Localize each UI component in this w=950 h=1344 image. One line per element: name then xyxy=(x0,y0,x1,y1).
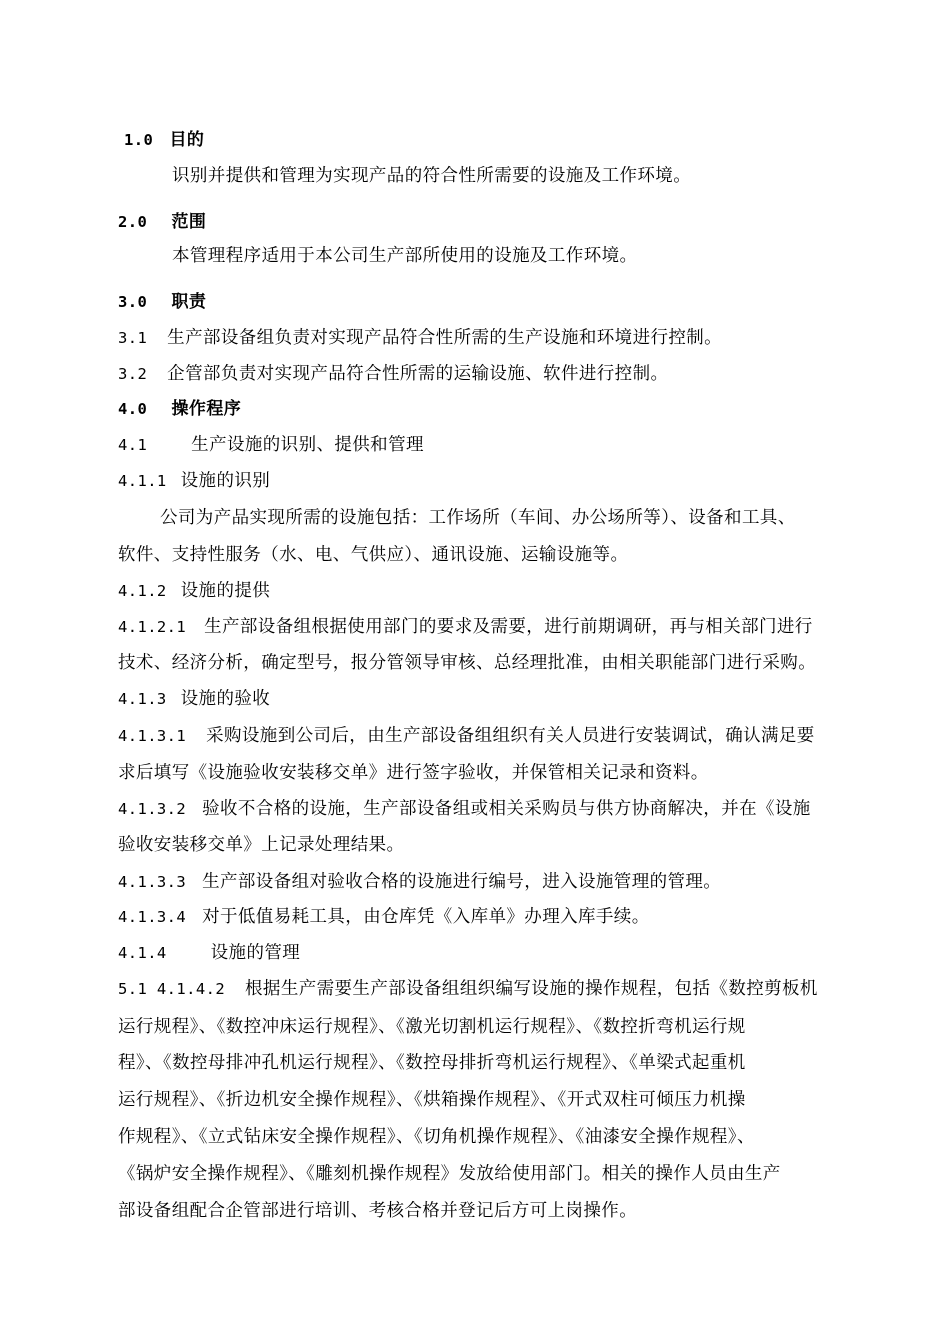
paragraph-line: 验收安装移交单》上记录处理结果。 xyxy=(118,835,405,855)
clause-number: 4.1.3.1 xyxy=(118,727,187,745)
clause-3-2 xyxy=(118,362,668,386)
paragraph-line: 软件、支持性服务（水、电、气供应）、通讯设施、运输设施等。 xyxy=(118,545,629,565)
paragraph-line: 公司为产品实现所需的设施包括：工作场所（车间、办公场所等）、设备和工具、 xyxy=(160,508,796,528)
clause-number: 4.1.3.4 xyxy=(118,908,187,926)
clause-4-1-4-2 xyxy=(118,977,818,1001)
scope-text: 本管理程序适用于本公司生产部所使用的设施及工作环境。 xyxy=(172,246,638,266)
clause-text: 设施的验收 xyxy=(180,689,271,709)
clause-4-1-3-2 xyxy=(118,797,811,821)
section-heading-scope xyxy=(118,210,206,234)
section-title: 操作程序 xyxy=(171,399,242,419)
paragraph-line: 求后填写《设施验收安装移交单》进行签字验收，并保管相关记录和资料。 xyxy=(118,763,709,783)
section-heading-purpose xyxy=(124,128,204,152)
clause-4-1-2 xyxy=(118,579,270,603)
clause-text: 生产部设备组对验收合格的设施进行编号，进入设施管理的管理。 xyxy=(202,872,722,892)
clause-number: 3.1 xyxy=(118,329,148,347)
paragraph-line: 运行规程》、《数控冲床运行规程》、《激光切割机运行规程》、《数控折弯机运行规 xyxy=(118,1017,746,1037)
clause-number: 4.1.2 xyxy=(118,582,167,600)
section-number: 4.0 xyxy=(118,400,148,418)
paragraph-line: 技术、经济分析，确定型号，报分管领导审核、总经理批准，由相关职能部门进行采购。 xyxy=(118,653,817,673)
clause-4-1-3-3 xyxy=(118,870,721,894)
clause-number: 4.1.3.2 xyxy=(118,800,187,818)
clause-text: 采购设施到公司后，由生产部设备组组织有关人员进行安装调试，确认满足要 xyxy=(206,726,815,746)
section-heading-responsibility xyxy=(118,290,206,314)
purpose-text: 识别并提供和管理为实现产品的符合性所需要的设施及工作环境。 xyxy=(172,166,692,186)
clause-4-1-1 xyxy=(118,469,270,493)
paragraph-line: 部设备组配合企管部进行培训、考核合格并登记后方可上岗操作。 xyxy=(118,1201,638,1221)
clause-3-1 xyxy=(118,326,722,350)
clause-number: 4.1.1 xyxy=(118,472,167,490)
clause-number: 3.2 xyxy=(118,365,148,383)
paragraph-line: 运行规程》、《折边机安全操作规程》、《烘箱操作规程》、《开式双柱可倾压力机操 xyxy=(118,1090,746,1110)
section-number: 1.0 xyxy=(124,131,154,149)
section-number: 3.0 xyxy=(118,293,148,311)
clause-4-1-3-1 xyxy=(118,724,815,748)
section-title: 范围 xyxy=(171,212,207,232)
section-heading-procedure xyxy=(118,397,241,421)
clause-number: 4.1.3.3 xyxy=(118,873,187,891)
clause-text: 设施的管理 xyxy=(210,943,301,963)
clause-text: 企管部负责对实现产品符合性所需的运输设施、软件进行控制。 xyxy=(167,364,669,384)
clause-4-1-2-1 xyxy=(118,615,813,639)
clause-4-1-4 xyxy=(118,941,300,965)
section-number: 2.0 xyxy=(118,213,148,231)
clause-text: 对于低值易耗工具，由仓库凭《入库单》办理入库手续。 xyxy=(202,907,650,927)
clause-4-1 xyxy=(118,433,424,457)
section-title: 职责 xyxy=(171,292,207,312)
clause-number: 4.1 xyxy=(118,436,148,454)
clause-number: 4.1.4 xyxy=(118,944,167,962)
clause-text: 生产部设备组负责对实现产品符合性所需的生产设施和环境进行控制。 xyxy=(167,328,723,348)
paragraph-line: 程》、《数控母排冲孔机运行规程》、《数控母排折弯机运行规程》、《单梁式起重机 xyxy=(118,1053,746,1073)
clause-4-1-3 xyxy=(118,687,270,711)
clause-text: 设施的识别 xyxy=(180,471,271,491)
clause-4-1-3-4 xyxy=(118,905,650,929)
clause-text: 生产设施的识别、提供和管理 xyxy=(191,435,424,455)
paragraph-line: 作规程》、《立式钻床安全操作规程》、《切角机操作规程》、《油漆安全操作规程》、 xyxy=(118,1127,755,1147)
clause-number: 4.1.3 xyxy=(118,690,167,708)
clause-text: 设施的提供 xyxy=(180,581,271,601)
clause-text: 根据生产需要生产部设备组组织编写设施的操作规程，包括《数控剪板机 xyxy=(245,979,818,999)
paragraph-line: 《锅炉安全操作规程》、《雕刻机操作规程》发放给使用部门。相关的操作人员由生产 xyxy=(118,1164,781,1184)
section-title: 目的 xyxy=(169,130,205,150)
clause-number: 4.1.2.1 xyxy=(118,618,187,636)
clause-number: 5.1 4.1.4.2 xyxy=(118,980,226,998)
clause-text: 生产部设备组根据使用部门的要求及需要，进行前期调研，再与相关部门进行 xyxy=(204,617,813,637)
clause-text: 验收不合格的设施，生产部设备组或相关采购员与供方协商解决，并在《设施 xyxy=(202,799,811,819)
